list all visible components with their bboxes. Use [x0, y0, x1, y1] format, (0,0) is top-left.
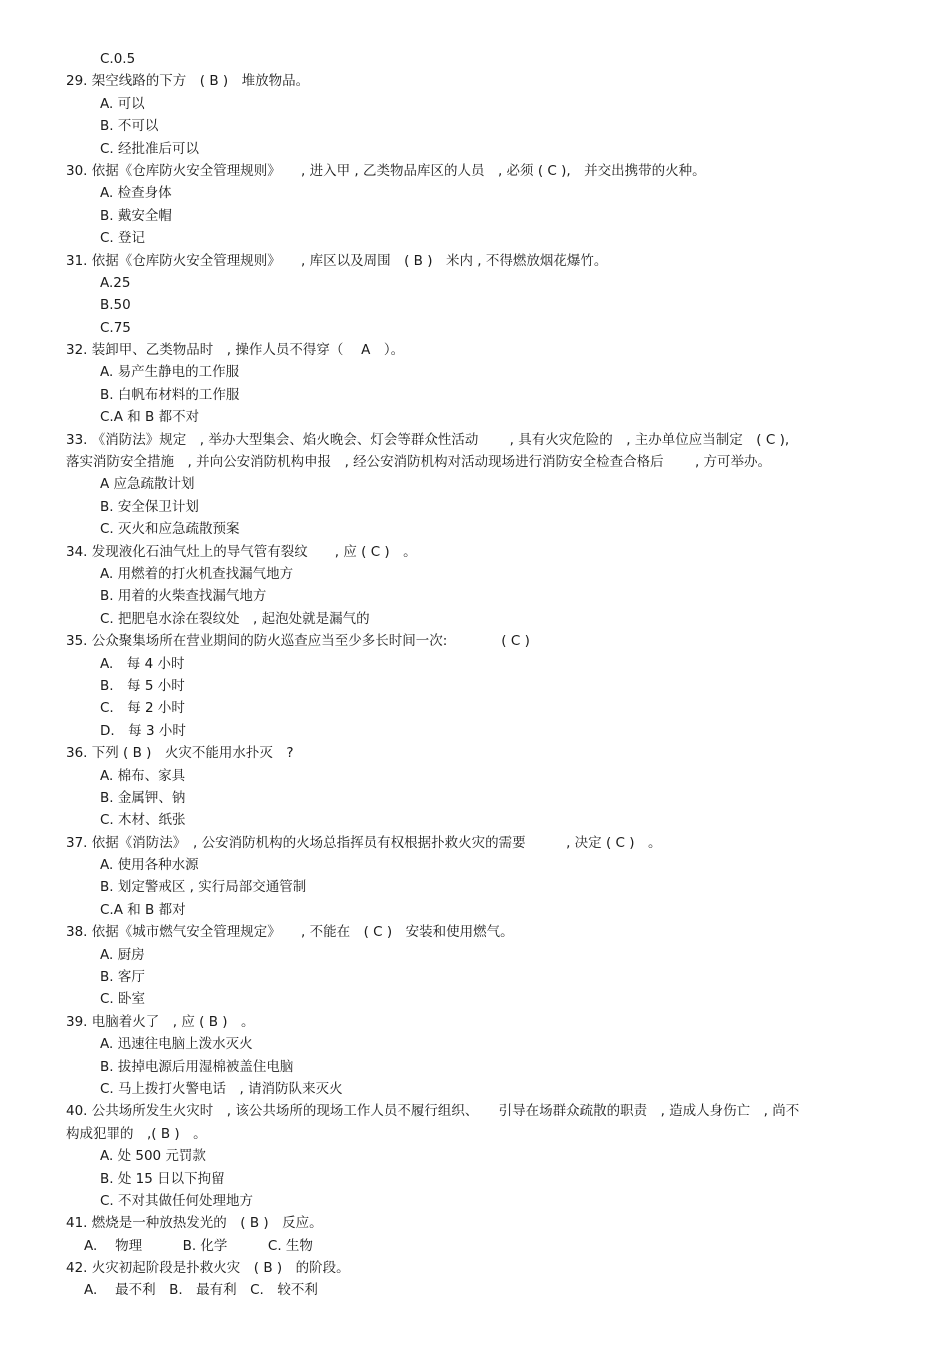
- option-line: C. 卧室: [100, 991, 146, 1008]
- option-line: C. 马上拨打火警电话 , 请消防队来灭火: [100, 1080, 343, 1097]
- option-line: B. 用着的火柴查找漏气地方: [100, 588, 267, 605]
- option-line: C. 不对其做任何处理地方: [100, 1192, 254, 1209]
- option-line: C. 把肥皂水涂在裂纹处 , 起泡处就是漏气的: [100, 610, 370, 627]
- question-line: 36. 下列 ( B ) 火灾不能用水扑灭 ?: [66, 745, 294, 762]
- question-line: 29. 架空线路的下方 ( B ) 堆放物品。: [66, 73, 310, 90]
- option-line: A. 迅速往电脑上泼水灭火: [100, 1036, 253, 1053]
- option-line: B. 处 15 日以下拘留: [100, 1170, 225, 1187]
- option-line: A. 易产生静电的工作服: [100, 364, 240, 381]
- option-line: A.25: [100, 274, 131, 291]
- question-line: 39. 电脑着火了 , 应 ( B ) 。: [66, 1013, 255, 1030]
- document-body: [66, 48, 886, 1302]
- option-line: B. 每 5 小时: [100, 677, 185, 694]
- question-continuation: 构成犯罪的 ,( B ) 。: [66, 1125, 207, 1142]
- option-line: A. 物理 B. 化学 C. 生物: [84, 1237, 313, 1254]
- option-line: B. 拔掉电源后用湿棉被盖住电脑: [100, 1058, 294, 1075]
- option-line: C.A 和 B 都不对: [100, 409, 200, 426]
- option-line: B. 安全保卫计划: [100, 498, 199, 515]
- option-line: A. 用燃着的打火机查找漏气地方: [100, 565, 294, 582]
- question-continuation: 落实消防安全措施 , 并向公安消防机构申报 , 经公安消防机构对活动现场进行消防安全检查合格后 , 方可举办。: [66, 454, 772, 471]
- question-line: 41. 燃烧是一种放热发光的 ( B ) 反应。: [66, 1215, 323, 1232]
- option-line: C.A 和 B 都对: [100, 901, 186, 918]
- option-line: C. 灭火和应急疏散预案: [100, 521, 240, 538]
- option-line: C. 每 2 小时: [100, 700, 185, 717]
- option-line: C. 木材、纸张: [100, 812, 186, 829]
- question-line: 33. 《消防法》规定 , 举办大型集会、焰火晚会、灯会等群众性活动 , 具有火灾危险的 , 主办单位应当制定 ( C ),: [66, 431, 790, 448]
- option-line: A. 棉布、家具: [100, 767, 186, 784]
- question-line: 40. 公共场所发生火灾时 , 该公共场所的现场工作人员不履行组织、 引导在场群众疏散的职责 , 造成人身伤亡 , 尚不: [66, 1103, 800, 1120]
- option-line: C.0.5: [100, 51, 136, 67]
- option-line: C. 经批准后可以: [100, 140, 200, 157]
- question-line: 34. 发现液化石油气灶上的导气管有裂纹 , 应 ( C ) 。: [66, 543, 417, 560]
- option-line: A. 使用各种水源: [100, 857, 199, 874]
- option-line: B. 不可以: [100, 118, 159, 135]
- question-line: 38. 依据《城市燃气安全管理规定》 , 不能在 ( C ) 安装和使用燃气。: [66, 924, 514, 941]
- option-line: B. 客厅: [100, 969, 145, 986]
- option-line: C.75: [100, 319, 131, 336]
- question-line: 35. 公众聚集场所在营业期间的防火巡查应当至少多长时间一次: ( C ): [66, 633, 530, 650]
- option-line: B. 戴安全帽: [100, 207, 172, 224]
- option-line: B. 白帆布材料的工作服: [100, 386, 240, 403]
- question-line: 30. 依据《仓库防火安全管理规则》 , 进入甲 , 乙类物品库区的人员 , 必须 ( C ), 并交出携带的火种。: [66, 162, 706, 179]
- option-line: A. 可以: [100, 95, 145, 112]
- option-line: A. 每 4 小时: [100, 655, 185, 672]
- option-line: C. 登记: [100, 230, 146, 247]
- question-line: 32. 装卸甲、乙类物品时 , 操作人员不得穿（ A ）。: [66, 342, 405, 359]
- option-line: B. 金属钾、钠: [100, 789, 186, 806]
- option-line: B. 划定警戒区 , 实行局部交通管制: [100, 879, 307, 896]
- question-line: 37. 依据《消防法》 , 公安消防机构的火场总指挥员有权根据扑救火灾的需要 , 决定 ( C ) 。: [66, 834, 662, 851]
- option-line: D. 每 3 小时: [100, 722, 186, 739]
- option-line: B.50: [100, 297, 131, 314]
- option-line: A. 厨房: [100, 946, 145, 963]
- option-line: A. 最不利 B. 最有利 C. 较不利: [84, 1282, 318, 1299]
- question-line: 31. 依据《仓库防火安全管理规则》 , 库区以及周围 ( B ) 米内 , 不得燃放烟花爆竹。: [66, 252, 608, 269]
- question-line: 42. 火灾初起阶段是扑救火灾 ( B ) 的阶段。: [66, 1260, 350, 1277]
- option-line: A. 检查身体: [100, 185, 172, 202]
- option-line: A. 处 500 元罚款: [100, 1148, 206, 1165]
- option-line: A 应急疏散计划: [100, 476, 195, 493]
